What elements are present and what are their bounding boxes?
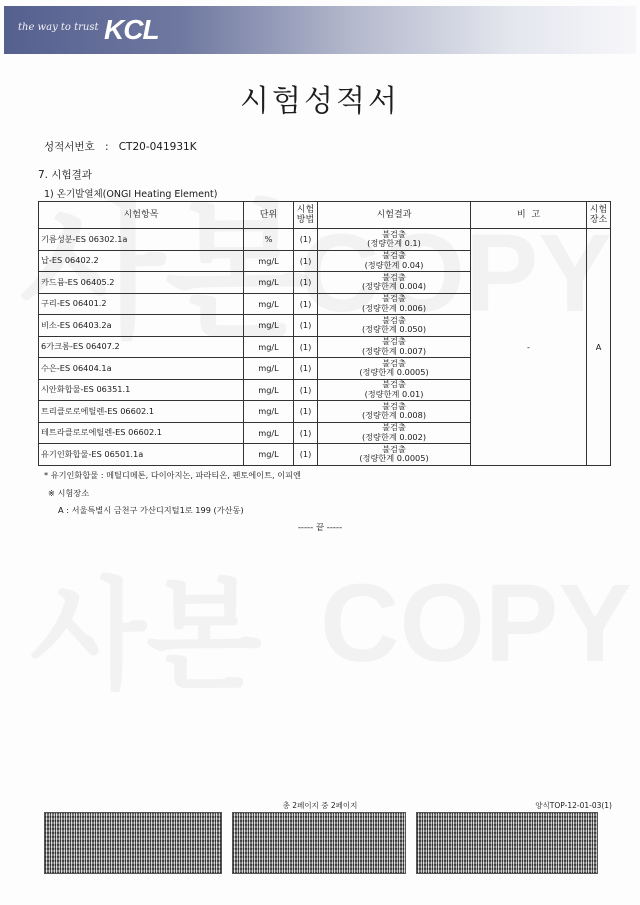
unit-cell: mg/L [244,336,294,358]
test-item-cell: 비소-ES 06403.2a [39,315,244,337]
result-status: 불검출 [382,250,406,261]
kcl-logo: KCL [104,14,159,45]
header-place: 시험 장소 [587,202,611,229]
method-cell: (1) [294,293,318,315]
result-cell [318,444,471,466]
result-quantitation-limit: (정량한계 0.004) [361,281,427,292]
result-status: 불검출 [382,443,406,454]
section-title: 7. 시험결과 [38,169,92,181]
result-status: 불검출 [382,293,406,304]
results-table [38,201,611,466]
unit-cell: mg/L [244,293,294,315]
method-cell: (1) [294,401,318,423]
test-item-cell: 납-ES 06402.2 [39,250,244,272]
result-cell [318,379,471,401]
method-cell: (1) [294,358,318,380]
security-pattern-center [232,812,406,874]
result-cell [318,422,471,444]
header-unit: 단위 [244,202,294,229]
result-cell [318,229,471,251]
result-cell [318,315,471,337]
table-header-row [39,202,611,229]
result-status: 불검출 [382,314,406,325]
test-item-cell: 시안화합물-ES 06351.1 [39,379,244,401]
table-row [39,229,611,251]
method-cell: (1) [294,444,318,466]
result-quantitation-limit: (정량한계 0.0005) [359,367,429,378]
test-item-cell: 테트라클로로에틸렌-ES 06602.1 [39,422,244,444]
result-quantitation-limit: (정량한계 0.04) [364,259,424,270]
method-cell: (1) [294,250,318,272]
result-quantitation-limit: (정량한계 0.050) [361,324,427,335]
remark-cell: - [471,229,587,466]
report-number-separator: : [104,141,109,153]
result-status: 불검출 [382,400,406,411]
result-quantitation-limit: (정량한계 0.002) [361,431,427,442]
report-number-line [44,139,197,154]
result-quantitation-limit: (정량한계 0.0005) [359,453,429,464]
test-item-cell: 구리-ES 06401.2 [39,293,244,315]
test-item-cell: 기름성분-ES 06302.1a [39,229,244,251]
test-item-cell: 유기인화합물-ES 06501.1a [39,444,244,466]
header-method: 시험 방법 [294,202,318,229]
result-status: 불검출 [382,379,406,390]
unit-cell: mg/L [244,379,294,401]
result-cell [318,293,471,315]
result-status: 불검출 [382,422,406,433]
unit-cell: mg/L [244,444,294,466]
method-cell: (1) [294,422,318,444]
result-cell [318,250,471,272]
table-body [39,229,611,466]
form-number: 양식TOP-12-01-03(1) [535,801,612,810]
test-item-cell: 6가크롬-ES 06407.2 [39,336,244,358]
note-test-place-heading: ※ 시험장소 [48,488,90,498]
result-cell [318,358,471,380]
result-quantitation-limit: (정량한계 0.006) [361,302,427,313]
result-quantitation-limit: (정량한계 0.1) [367,238,421,249]
method-cell: (1) [294,229,318,251]
test-place-cell: A [587,229,611,466]
method-cell: (1) [294,336,318,358]
unit-cell: mg/L [244,315,294,337]
unit-cell: mg/L [244,422,294,444]
watermark-copy-mid-right [320,560,632,687]
result-status: 불검출 [382,357,406,368]
page-info: 총 2페이지 중 2페이지 [282,801,358,810]
unit-cell: % [244,229,294,251]
document-title: 시험성적서 [240,84,400,119]
method-cell: (1) [294,379,318,401]
note-test-place-a: A : 서울특별시 금천구 가산디지털1로 199 (가산동) [58,505,244,515]
note-organophosphorus: * 유기인화합물 : 메틸디메톤, 다이아지논, 파라티온, 펜토에이트, 이피엔 [44,470,301,480]
result-status: 불검출 [382,228,406,239]
test-item-cell: 수은-ES 06404.1a [39,358,244,380]
result-status: 불검출 [382,271,406,282]
method-cell: (1) [294,272,318,294]
unit-cell: mg/L [244,250,294,272]
result-status: 불검출 [382,336,406,347]
result-quantitation-limit: (정량한계 0.008) [361,410,427,421]
result-quantitation-limit: (정량한계 0.007) [361,345,427,356]
header-item: 시험항목 [39,202,244,229]
unit-cell: mg/L [244,401,294,423]
unit-cell: mg/L [244,358,294,380]
report-number-label: 성적서번호 [44,141,95,153]
test-item-cell: 트리클로로에틸렌-ES 06602.1 [39,401,244,423]
test-item-cell: 카드뮴-ES 06405.2 [39,272,244,294]
sample-name: 온기발열체(ONGI Heating Element) [56,189,218,200]
security-pattern-left [44,812,222,874]
result-quantitation-limit: (정량한계 0.01) [364,388,424,399]
security-pattern-right [416,812,598,874]
end-mark: ----- 끝 ----- [297,523,343,533]
report-number-value: CT20-041931K [118,141,197,153]
result-cell [318,272,471,294]
unit-cell: mg/L [244,272,294,294]
method-cell: (1) [294,315,318,337]
sample-number: 1) [44,189,54,200]
header-remark: 비 고 [471,202,587,229]
sample-label [44,186,217,200]
watermark-copy-mid-left [30,540,262,712]
header-slogan: the way to trust [18,22,99,33]
result-cell [318,336,471,358]
header-result: 시험결과 [318,202,471,229]
result-cell [318,401,471,423]
